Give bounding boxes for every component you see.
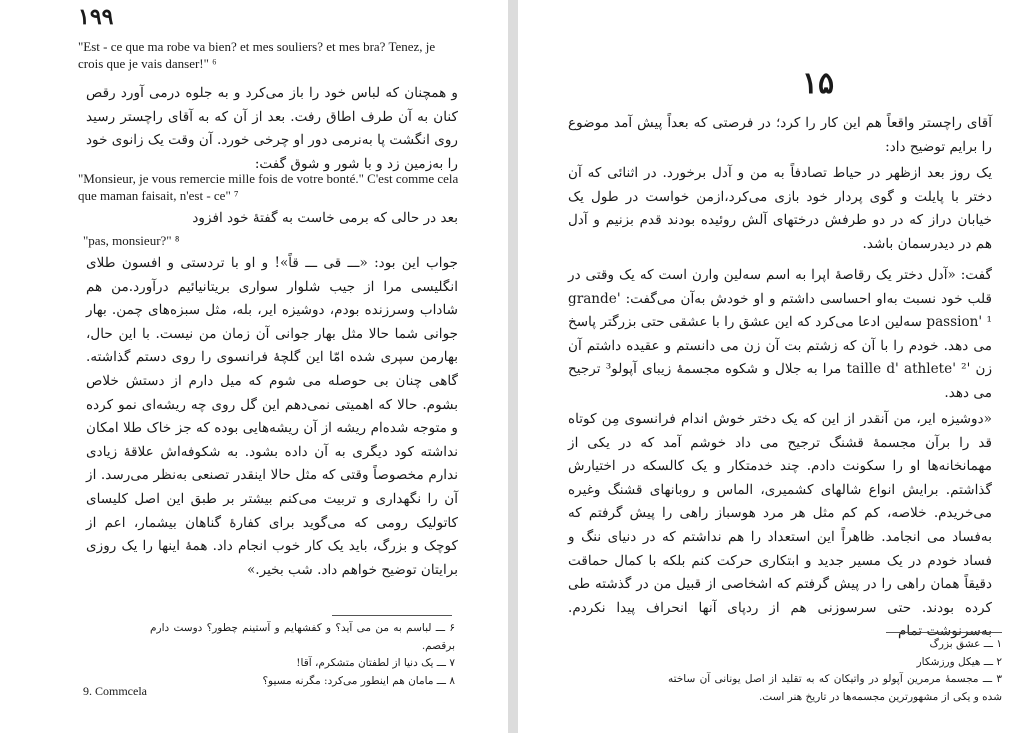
french-quote-1: "Est - ce que ma robe va bien? et mes souliers? et mes bra? Tenez, je crois que je vais danser!" ⁶ <box>78 39 436 71</box>
footnote-item: ۲ ـــ هیکل ورزشکار <box>916 655 1002 668</box>
footnote-list <box>150 620 455 690</box>
left-page <box>0 0 508 733</box>
book-gutter <box>508 0 518 733</box>
footnote-item: ۱ ـــ عشق بزرگ <box>929 638 1002 650</box>
right-page <box>518 0 1024 733</box>
footnote-item: ۳ ـــ مجسمهٔ مرمرین آپولو در واتیکان که به تقلید از اصل یونانی آن ساخته شده و یکی از مشهورترین مجسمه‌ها در تاریخ هنر است. <box>668 673 1002 703</box>
footnote-item: ۶ ـــ لباسم به من می آید؟ و کفشهایم و آستینم چطور؟ دوست دارم برقصم. <box>150 622 455 652</box>
footnote-divider <box>886 632 1002 633</box>
paragraph-3: جواب این بود: «ـــ قی ـــ قاً»! و او با تردستی و افسون طلای انگلیسی مرا از جیب شلوار سواری بریتانیائیم درآورد.من هم شاداب وسرزنده بودم، دوشیزه ایر، بله، مثل سبزه‌های چمن. بهار جوانی شما حالا مثل بهار جوانی آن زمان من نیست. با این حال، بهارمن سپری شده امّا این گلچهٔ فرانسوی را روی دستم گذاشته. گاهی چنان بی حوصله می شوم که میل دارم از دستش خلاص بشوم. حالا که اهمیتی نمی‌دهم این گل روی چه ریشه‌ای نمو کرده و متوجه شده‌ام ریشه از آن ریشه‌هایی بوده که جز خاک طلا امکان نداشته کود دیگری به آن داده بشود. به شکوفه‌اش علاقهٔ زیادی ندارم مخصوصاً وقتی که مثل حالا اینقدر تصنعی به‌نظر می‌رسد. از آن را نگهداری و تربیت می‌کنم بیشتر بر طبق این اصل کلیسای کاتولیک رومی که می‌گوید برای کفارهٔ گناهان بیشمار، اعم از کوچک و بزرگ، باید یک کار خوب انجام داد. همهٔ اینها را یک روزی برایتان توضیح خواهم داد. شب بخیر.» <box>86 255 458 578</box>
paragraph-2: یک روز بعد ازظهر در حیاط تصادفاً به من و آدل برخورد. در اثنائی که آن دختر با پایلت و گوی پردار خود بازی می‌کرد،ازمن خواست در طول یک خیابان دراز که در دو طرفش درختهای آلش روئیده بودند قدم بزنیم و آدل هم در دیدرسمان باشد. <box>568 165 992 252</box>
paragraph-4: «دوشیزه ایر، من آنقدر از این که یک دختر خوش اندام فرانسوی مِن کوتاه قد را برآن مجسمهٔ قشنگ ترجیح می داد خوشم آمد که در یکی از مهمانخانه‌ها او را سکونت دادم. چند خدمتکار و یک کالسکه در اختیارش گذاشتم. برایش انواع شالهای کشمیری، الماس و روبانهای قشنگ وغیره می‌خریدم. خلاصه، کم کم مثل هر مرد هوسباز راهی را پیش گرفتم که به‌فساد می انجامد. ظاهراً این استعداد را هم نداشتم که در دنیای ننگ و فساد خودم در یک مسیر جدید و ابتکاری حرکت کنم بلکه با کمال حماقت دقیقاً همان راهی را در پیش گرفتم که اشخاصی از قبیل من در گذشته طی کرده بودند. حتی سرسوزنی هم از ردپای آنها انحراف پیدا نکردم. به‌سرنوشت تمام <box>568 411 992 640</box>
french-quote-3: "pas, monsieur?" ⁸ <box>83 233 180 248</box>
chapter-number: ۱۵ <box>801 66 835 101</box>
paragraph-1: آقای راچستر واقعاً هم این کار را کرد؛ در فرصتی که بعداً پیش آمد موضوع را برایم توضیح داد: <box>568 115 992 155</box>
footnote-item: ۷ ـــ یک دنیا از لطفتان متشکرم، آقا! <box>296 657 455 669</box>
paragraph-1: و همچنان که لباس خود را باز می‌کرد و به جلوه درمی آورد رقص کنان به آن طرف اطاق رفت. بعد از آن که به آقای راچستر رسید روی انگشت پا به‌نرمی دور او چرخی خورد. آن وقت یک زانوی خود را به‌زمین زد و با شور و شوق گفت: <box>86 85 458 172</box>
page-number: ۱۹۹ <box>78 4 114 30</box>
paragraph-3: گفت: «آدل دختر یک رقاصهٔ اپرا به اسم سه‌لین وارن است که یک وقتی در قلب خود نسبت به‌او احساسی داشتم و او خودش به‌آن می‌گفت: 'grande passion' ¹ سه‌لین ادعا می‌کرد که این عشق را با عشقی حتی بزرگتر پاسخ می دهد. خودم را با آن که زشتم بت آن زن می دانستم و عقیده داشتم آن زن 'taille d' athlete' ² مرا به جلال و شکوه مجسمهٔ زیبای آپولو³ ترجیح می دهد. <box>568 267 993 401</box>
footnote-list <box>668 636 1002 706</box>
french-quote-2: "Monsieur, je vous remercie mille fois de votre bonté." C'est comme cela que maman faisait, n'est - ce" ⁷ <box>78 171 459 203</box>
footnote-item: ۸ ـــ مامان هم اینطور می‌کرد: مگرنه مسیو؟ <box>262 674 455 687</box>
footnote-divider <box>332 615 452 616</box>
paragraph-2: بعد در حالی که برمی خاست به گفتهٔ خود افزود <box>192 210 458 226</box>
page-footer: 9. Commcela <box>83 684 147 698</box>
